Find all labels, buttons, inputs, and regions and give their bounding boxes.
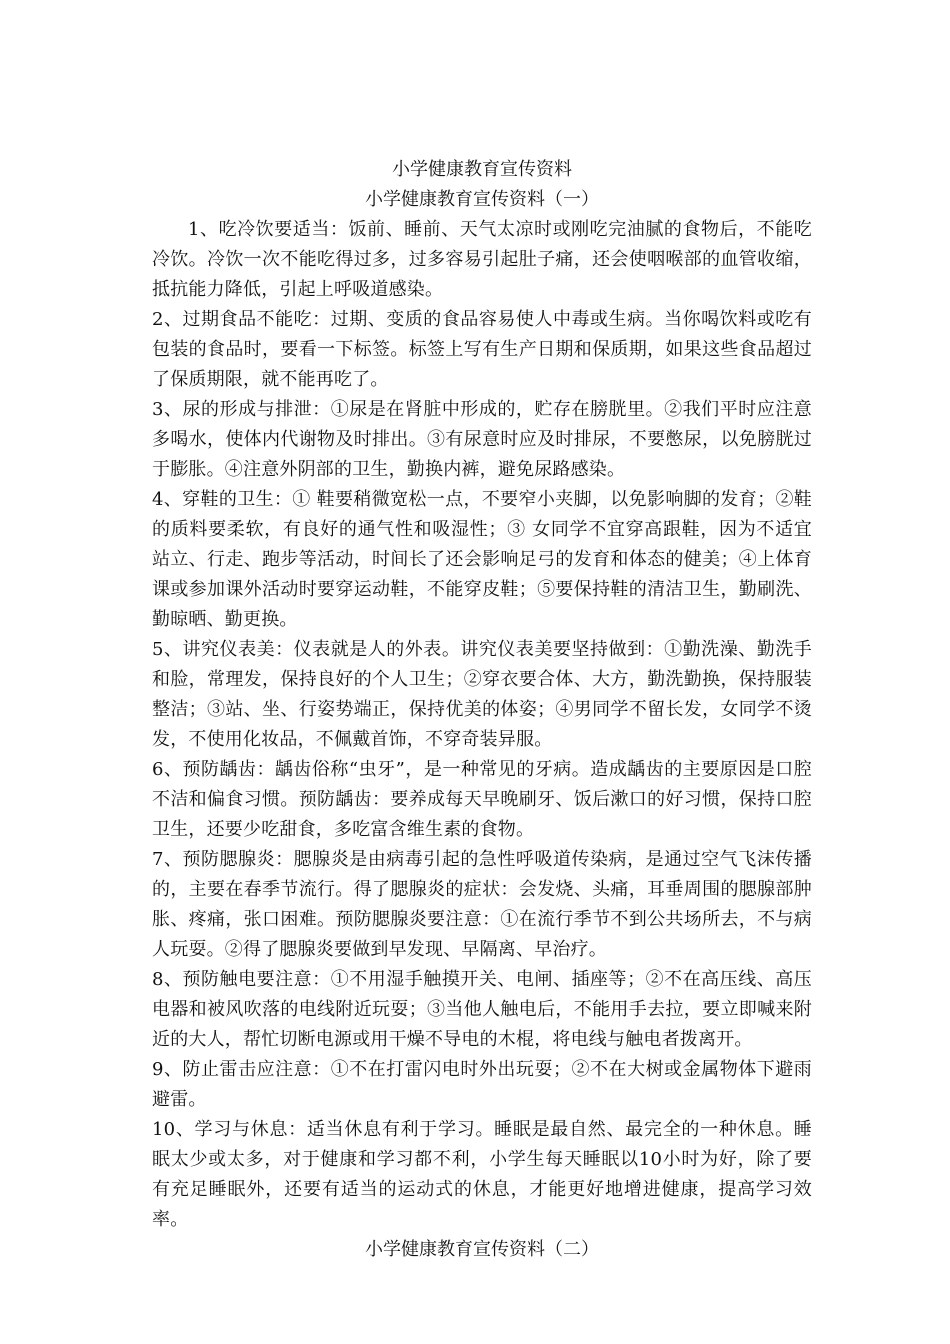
- paragraph-1: 1、吃冷饮要适当：饭前、睡前、天气太凉时或刚吃完油腻的食物后，不能吃冷饮。冷饮一次不能吃得过多，过多容易引起肚子痛，还会使咽喉部的血管收缩，抵抗能力降低，引起上呼吸道感染。: [152, 219, 812, 300]
- paragraph-10: 10、学习与休息：适当休息有利于学习。睡眠是最自然、最完全的一种休息。睡眠太少或太多，对于健康和学习都不利，小学生每天睡眠以10小时为好，除了要有充足睡眠外，还要有适当的运动式的休息，才能更好地增进健康，提高学习效率。: [152, 1119, 812, 1230]
- section-2-title: 小学健康教育宣传资料（二）: [365, 1239, 599, 1260]
- paragraph-7: 7、预防腮腺炎：腮腺炎是由病毒引起的急性呼吸道传染病，是通过空气飞沫传播的，主要在春季节流行。得了腮腺炎的症状：会发烧、头痛，耳垂周围的腮腺部肿胀、疼痛，张口困难。预防腮腺炎要注意：①在流行季节不到公共场所去，不与病人玩耍。②得了腮腺炎要做到早发现、早隔离、早治疗。: [152, 849, 812, 960]
- section-1-title: 小学健康教育宣传资料（一）: [365, 189, 599, 210]
- paragraph-9: 9、防止雷击应注意：①不在打雷闪电时外出玩耍；②不在大树或金属物体下避雨避雷。: [152, 1059, 812, 1110]
- document-page: [152, 155, 812, 1265]
- paragraph-3: 3、尿的形成与排泄：①尿是在肾脏中形成的，贮存在膀胱里。②我们平时应注意多喝水，使体内代谢物及时排出。③有尿意时应及时排尿，不要憋尿，以免膀胱过于膨胀。④注意外阴部的卫生，勤换内裤，避免尿路感染。: [152, 399, 812, 480]
- paragraph-4: 4、穿鞋的卫生：① 鞋要稍微宽松一点，不要窄小夹脚，以免影响脚的发育；②鞋的质料要柔软，有良好的通气性和吸湿性；③ 女同学不宜穿高跟鞋，因为不适宜站立、行走、跑步等活动，时间长了还会影响足弓的发育和体态的健美；④上体育课或参加课外活动时要穿运动鞋，不能穿皮鞋；⑤要保持鞋的清洁卫生，勤刷洗、勤晾晒、勤更换。: [152, 489, 812, 630]
- paragraph-2: 2、过期食品不能吃：过期、变质的食品容易使人中毒或生病。当你喝饮料或吃有包装的食品时，要看一下标签。标签上写有生产日期和保质期，如果这些食品超过了保质期限，就不能再吃了。: [152, 309, 812, 390]
- document-title: 小学健康教育宣传资料: [392, 159, 572, 180]
- paragraph-8: 8、预防触电要注意：①不用湿手触摸开关、电闸、插座等；②不在高压线、高压电器和被风吹落的电线附近玩耍；③当他人触电后，不能用手去拉，要立即喊来附近的大人，帮忙切断电源或用干燥不导电的木棍，将电线与触电者拨离开。: [152, 969, 812, 1050]
- paragraph-5: 5、讲究仪表美：仪表就是人的外表。讲究仪表美要坚持做到：①勤洗澡、勤洗手和脸，常理发，保持良好的个人卫生；②穿衣要合体、大方，勤洗勤换，保持服装整洁；③站、坐、行姿势端正，保持优美的体姿；④男同学不留长发，女同学不烫发，不使用化妆品，不佩戴首饰，不穿奇装异服。: [152, 639, 812, 750]
- paragraph-6: 6、预防龋齿：龋齿俗称“虫牙”，是一种常见的牙病。造成龋齿的主要原因是口腔不洁和偏食习惯。预防龋齿：要养成每天早晚刷牙、饭后漱口的好习惯，保持口腔卫生，还要少吃甜食，多吃富含维生素的食物。: [152, 759, 812, 840]
